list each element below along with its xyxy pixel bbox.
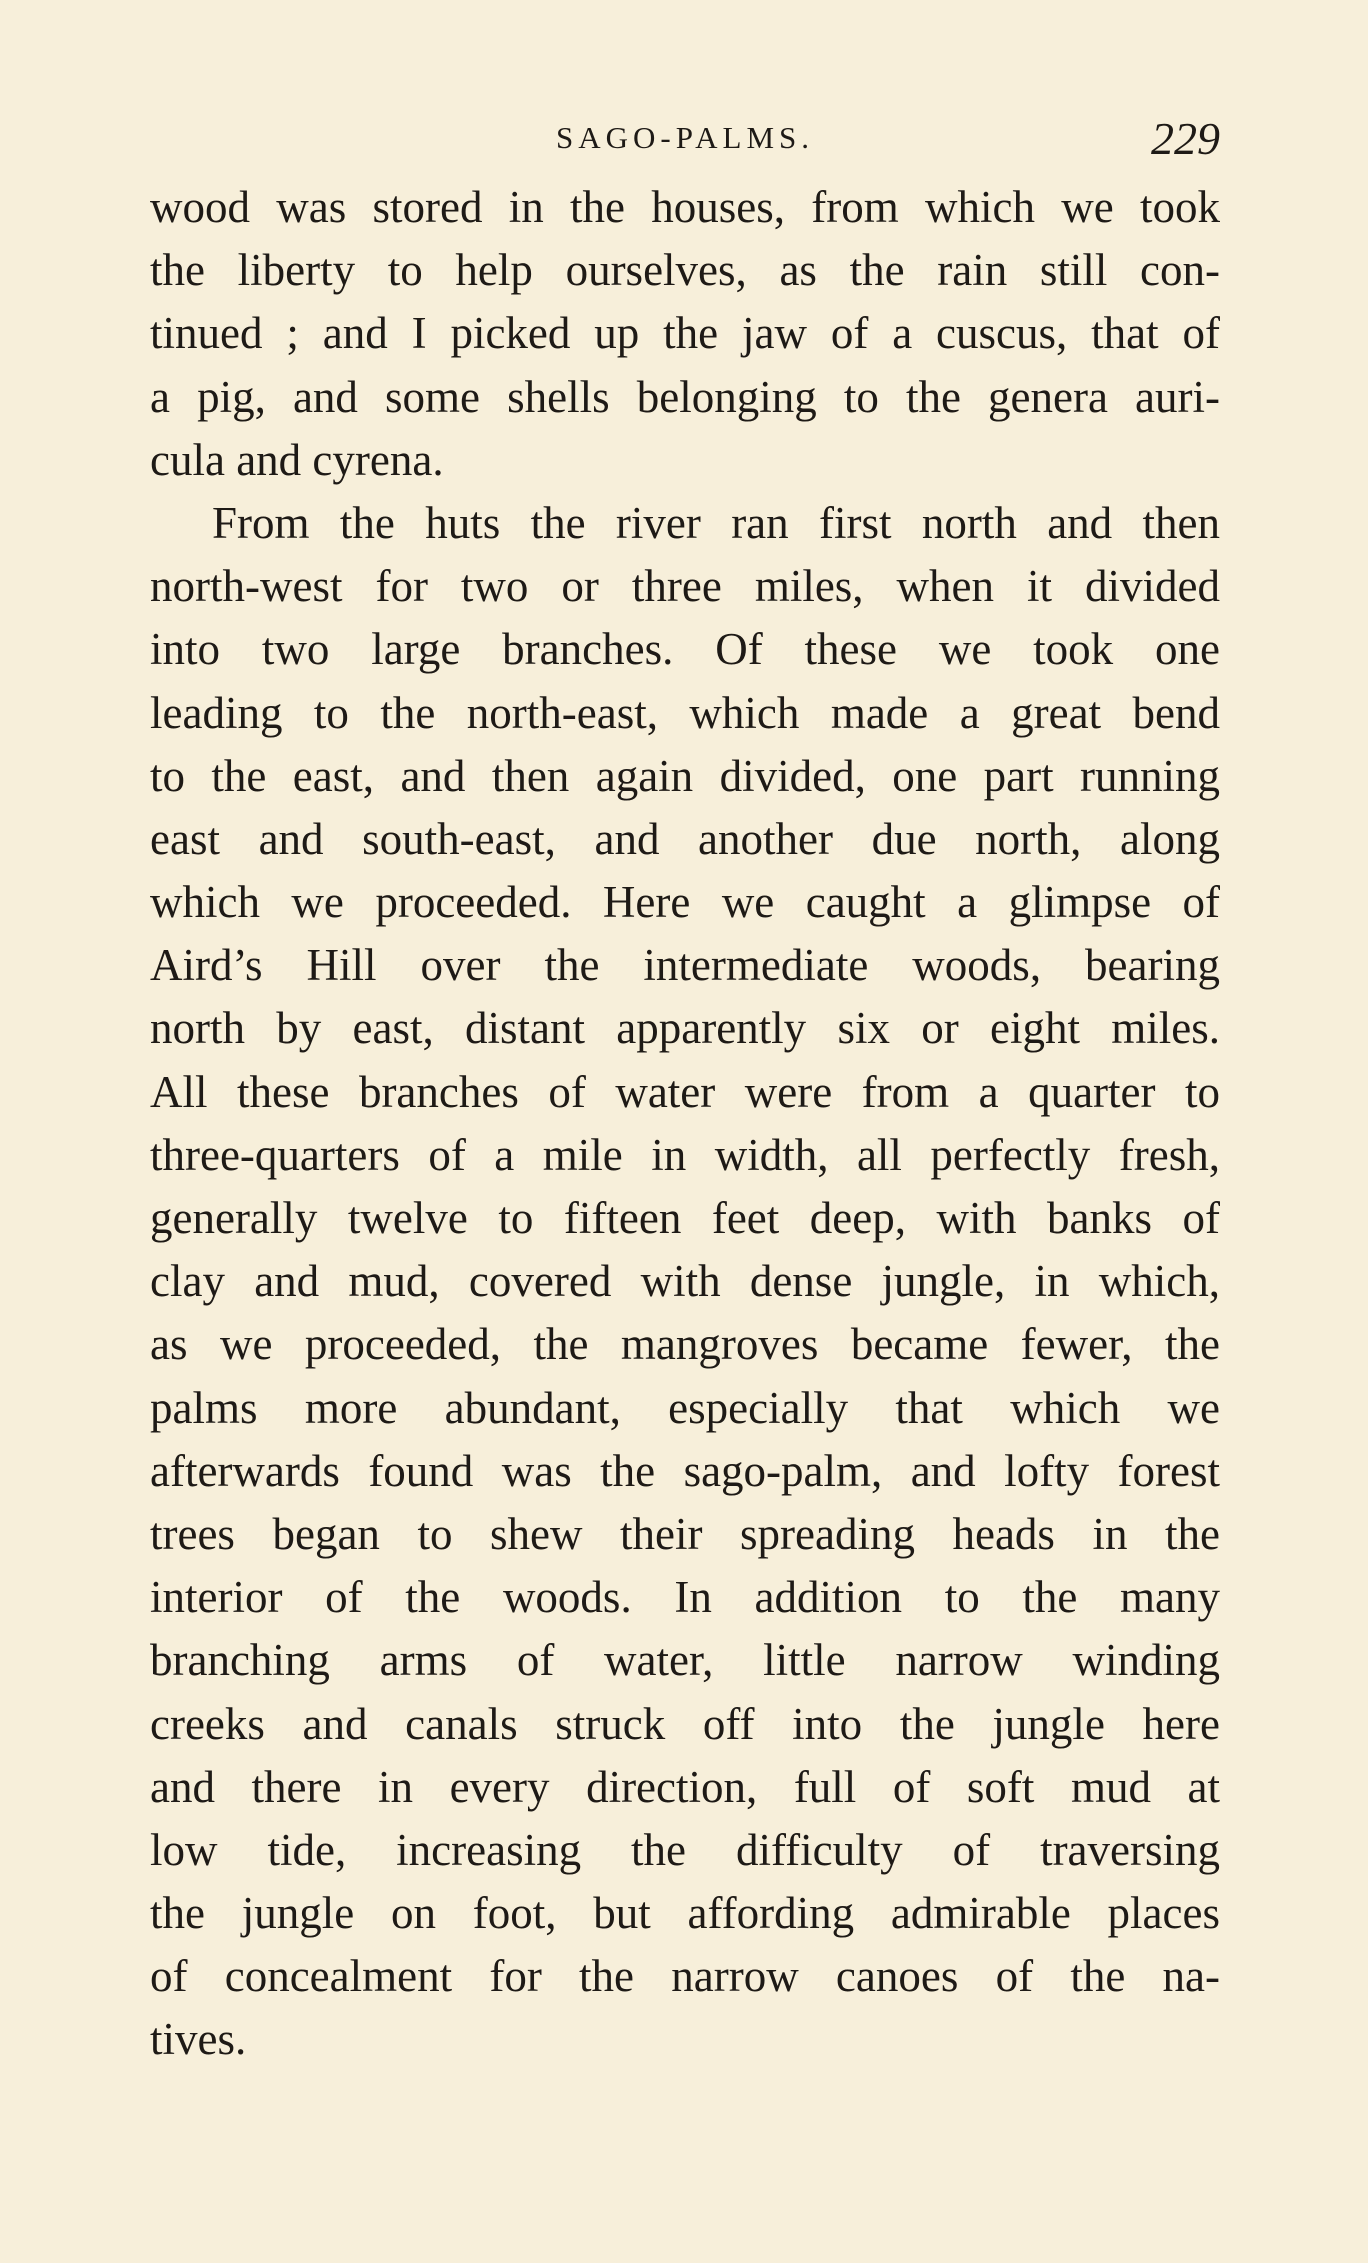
text-line: tives.	[150, 2014, 247, 2065]
text-line: north-west for two or three miles, when it divided	[150, 561, 1220, 612]
running-head	[150, 112, 1220, 172]
text-line: the liberty to help ourselves, as the rain still con-	[150, 245, 1220, 296]
text-line: creeks and canals struck off into the jungle here	[150, 1698, 1220, 1749]
text-line: low tide, increasing the difficulty of traversing	[150, 1824, 1220, 1875]
text-line: wood was stored in the houses, from which we took	[150, 182, 1220, 232]
text-line: trees began to shew their spreading heads in the	[150, 1508, 1220, 1559]
text-line: east and south-east, and another due north, along	[150, 813, 1220, 864]
text-line: into two large branches. Of these we took one	[150, 624, 1220, 675]
text-line: to the east, and then again divided, one part running	[150, 750, 1220, 801]
text-line: interior of the woods. In addition to the many	[150, 1572, 1220, 1623]
text-line: leading to the north-east, which made a great bend	[150, 687, 1220, 738]
text-line: the jungle on foot, but affording admirable places	[150, 1888, 1220, 1939]
text-line: north by east, distant apparently six or eight miles.	[150, 1003, 1220, 1054]
page-number: 229	[1151, 113, 1220, 164]
paragraph	[150, 492, 1220, 2072]
text-line: as we proceeded, the mangroves became fewer, the	[150, 1319, 1220, 1370]
running-title: SAGO-PALMS.	[556, 120, 814, 155]
text-line: All these branches of water were from a quarter to	[150, 1066, 1220, 1117]
text-line: of concealment for the narrow canoes of the na-	[150, 1951, 1220, 2002]
text-line: a pig, and some shells belonging to the genera auri-	[150, 371, 1220, 422]
text-line: cula and cyrena.	[150, 434, 444, 485]
text-line: palms more abundant, especially that which we	[150, 1382, 1220, 1433]
text-line: and there in every direction, full of soft mud at	[150, 1761, 1220, 1812]
text-line: three-quarters of a mile in width, all perfectly fresh,	[150, 1129, 1220, 1180]
text-line: Aird’s Hill over the intermediate woods, bearing	[150, 940, 1220, 991]
text-line: which we proceeded. Here we caught a glimpse of	[150, 877, 1220, 928]
text-line: afterwards found was the sago-palm, and lofty forest	[150, 1445, 1220, 1496]
text-line: clay and mud, covered with dense jungle, in which,	[150, 1256, 1220, 1307]
text-line: From the huts the river ran first north and then	[212, 497, 1220, 548]
paragraph	[150, 176, 1220, 492]
text-line: tinued ; and I picked up the jaw of a cuscus, that of	[150, 308, 1220, 359]
text-line: branching arms of water, little narrow winding	[150, 1635, 1220, 1686]
body-text	[150, 176, 1220, 2072]
text-line: generally twelve to fifteen feet deep, with banks of	[150, 1193, 1220, 1243]
